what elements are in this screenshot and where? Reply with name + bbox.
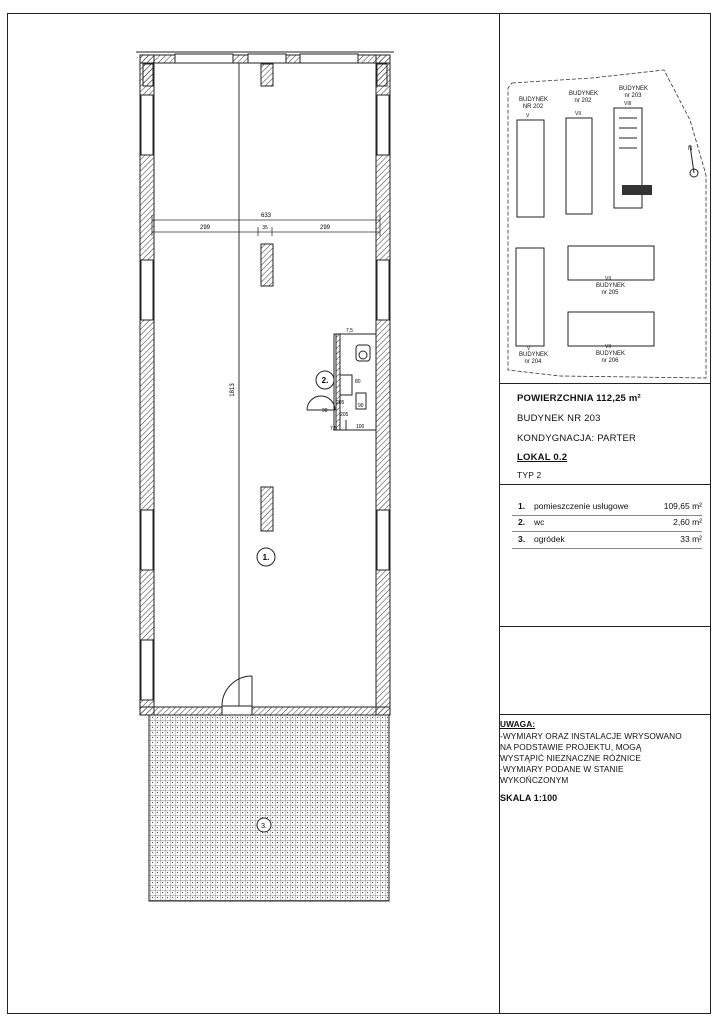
note-line: WYSTĄPIĆ NIEZNACZNE RÓŻNICE	[500, 753, 641, 763]
dim-mid: 35	[262, 225, 268, 231]
wc-dim-6: 7,5	[346, 328, 353, 334]
floor-level: KONDYGNACJA: PARTER	[517, 433, 637, 444]
building-type-206: VII	[605, 344, 612, 350]
site-map-highlight	[622, 185, 652, 195]
building-label-203: BUDYNEK nr 203	[619, 86, 649, 99]
unit-type: TYP 2	[517, 470, 542, 480]
building-type-202b: VII	[575, 111, 582, 117]
room-2-label: 2.	[321, 376, 329, 385]
wc-dim-7: 7,5	[330, 426, 337, 432]
wc-dim-5: 90	[322, 408, 328, 414]
room-row: 1. pomieszczenie usługowe 109,65 m²	[512, 501, 702, 514]
svg-text:N: N	[688, 146, 693, 152]
room-row: 3. ogródek 33 m²	[512, 534, 702, 547]
site-map	[0, 0, 719, 400]
garden	[149, 715, 389, 901]
note-line: -WYMIARY ORAZ INSTALACJE WRYSOWANO	[500, 731, 682, 741]
building-label-204: BUDYNEK nr 204	[519, 352, 549, 365]
building-label-202: BUDYNEK NR 202	[519, 97, 549, 110]
notes-title: UWAGA:	[500, 719, 536, 729]
note-line: -WYMIARY PODANE W STANIE	[500, 764, 624, 774]
divider-spacer	[499, 714, 711, 715]
building-type-204: V	[527, 346, 531, 352]
area-label: POWIERZCHNIA 112,25 m²	[517, 393, 641, 404]
room-3-label: 3.	[261, 823, 267, 830]
building-label-202b: BUDYNEK nr 202	[569, 91, 599, 104]
scale-label: SKALA 1:100	[500, 793, 558, 803]
building-type-205: VII	[605, 276, 612, 282]
dim-length: 1813	[230, 383, 236, 397]
dim-left: 299	[199, 225, 211, 231]
unit-number: LOKAL 0.2	[517, 452, 568, 463]
divider-legend	[499, 626, 711, 627]
wc-dim-3: 100	[356, 424, 365, 430]
dim-right: 299	[319, 225, 331, 231]
note-line: WYKOŃCZONYM	[500, 775, 569, 785]
building-type-203: VIII	[624, 101, 632, 107]
room-row: 2. wc 2,60 m²	[512, 517, 702, 530]
wc-dim-8: 205	[336, 400, 345, 406]
wc-dim-1: 80	[355, 379, 361, 385]
room-1-label: 1.	[262, 553, 270, 562]
wc-dim-4: 90	[358, 403, 364, 409]
north-arrow-icon	[688, 145, 698, 177]
note-line: NA PODSTAWIE PROJEKTU, MOGĄ	[500, 742, 642, 752]
building-label-206: BUDYNEK nr 206	[596, 351, 626, 364]
building-number: BUDYNEK NR 203	[517, 413, 601, 424]
wc-dim-2: 205	[340, 412, 349, 418]
dim-total: 633	[260, 213, 272, 219]
building-type-202: V	[526, 113, 530, 119]
divider-info	[499, 484, 711, 485]
building-label-205: BUDYNEK nr 205	[596, 283, 626, 296]
